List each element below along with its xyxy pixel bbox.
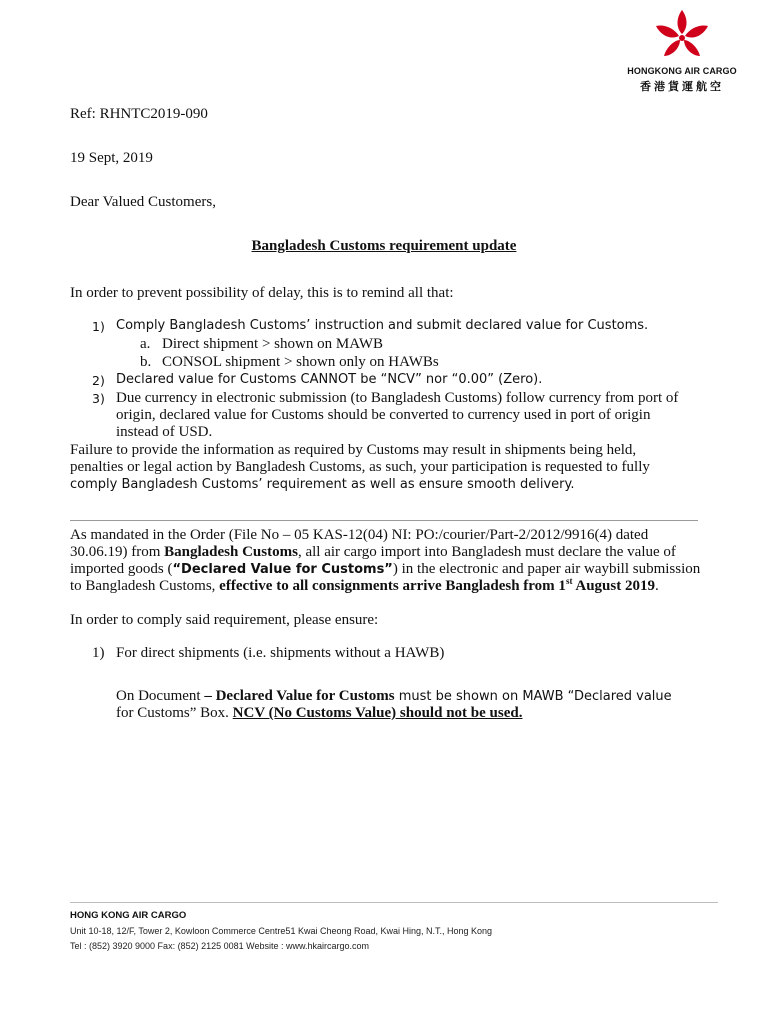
mandate-line-3: imported goods (“Declared Value for Customs”) in the electronic and paper air waybill submission [70, 561, 701, 577]
salutation: Dear Valued Customers, [70, 194, 216, 210]
section-divider [70, 520, 698, 521]
logo-name-zh: 香港貨運航空 [640, 80, 724, 93]
on-document-line-1: On Document – Declared Value for Customs must be shown on MAWB “Declared value [116, 688, 672, 704]
footer-company-name: HONG KONG AIR CARGO [70, 910, 187, 921]
item-3-text-line3: instead of USD. [116, 424, 213, 440]
mandate-line-4: to Bangladesh Customs, effective to all consignments arrive Bangladesh from 1st August 2019. [70, 576, 659, 594]
item-1-text: Comply Bangladesh Customs’ instruction and submit declared value for Customs. [116, 318, 649, 333]
footer-divider [70, 902, 718, 903]
mandate-line-2: 30.06.19) from Bangladesh Customs, all air cargo import into Bangladesh must declare the value of [70, 544, 676, 560]
failure-line-3: comply Bangladesh Customs’ requirement as well as ensure smooth delivery. [70, 477, 575, 492]
failure-line-2: penalties or legal action by Bangladesh Customs, as such, your participation is requested to fully [70, 459, 650, 475]
item-3-text-line2: origin, declared value for Customs should be converted to currency used in port of origin [116, 407, 651, 423]
reference-number: Ref: RHNTC2019-090 [70, 106, 208, 122]
letter-date: 19 Sept, 2019 [70, 150, 153, 166]
sub-item-a-letter: a. [140, 336, 151, 352]
sub-item-b-letter: b. [140, 354, 152, 370]
direct-item-text: For direct shipments (i.e. shipments without a HAWB) [116, 645, 445, 661]
item-3-text-line1: Due currency in electronic submission (to Bangladesh Customs) follow currency from port of [116, 390, 679, 406]
item-1-number: 1) [92, 319, 105, 334]
mandate-line-1: As mandated in the Order (File No – 05 KAS-12(04) NI: PO:/courier/Part-2/2012/9916(4) dated [70, 527, 649, 543]
sub-item-a-text: Direct shipment > shown on MAWB [162, 336, 383, 352]
direct-item-number: 1) [92, 645, 105, 661]
company-logo [622, 8, 742, 93]
item-2-number: 2) [92, 373, 105, 388]
comply-intro: In order to comply said requirement, please ensure: [70, 612, 379, 628]
bauhinia-logo-icon [652, 8, 712, 64]
footer-address: Unit 10-18, 12/F, Tower 2, Kowloon Commerce Centre51 Kwai Cheong Road, Kwai Hing, N.T., Hong Kong [70, 926, 493, 936]
failure-line-1: Failure to provide the information as required by Customs may result in shipments being held, [70, 442, 637, 458]
subject-heading: Bangladesh Customs requirement update [251, 238, 517, 254]
intro-paragraph: In order to prevent possibility of delay, this is to remind all that: [70, 285, 454, 301]
footer-contact: Tel : (852) 3920 9000 Fax: (852) 2125 0081 Website : www.hkaircargo.com [70, 941, 369, 951]
on-document-line-2: for Customs” Box. NCV (No Customs Value) should not be used. [116, 705, 523, 721]
sub-item-b-text: CONSOL shipment > shown only on HAWBs [162, 354, 439, 370]
logo-name-en: HONGKONG AIR CARGO [627, 66, 737, 76]
item-3-number: 3) [92, 391, 105, 406]
item-2-text: Declared value for Customs CANNOT be “NCV” nor “0.00” (Zero). [116, 372, 543, 387]
